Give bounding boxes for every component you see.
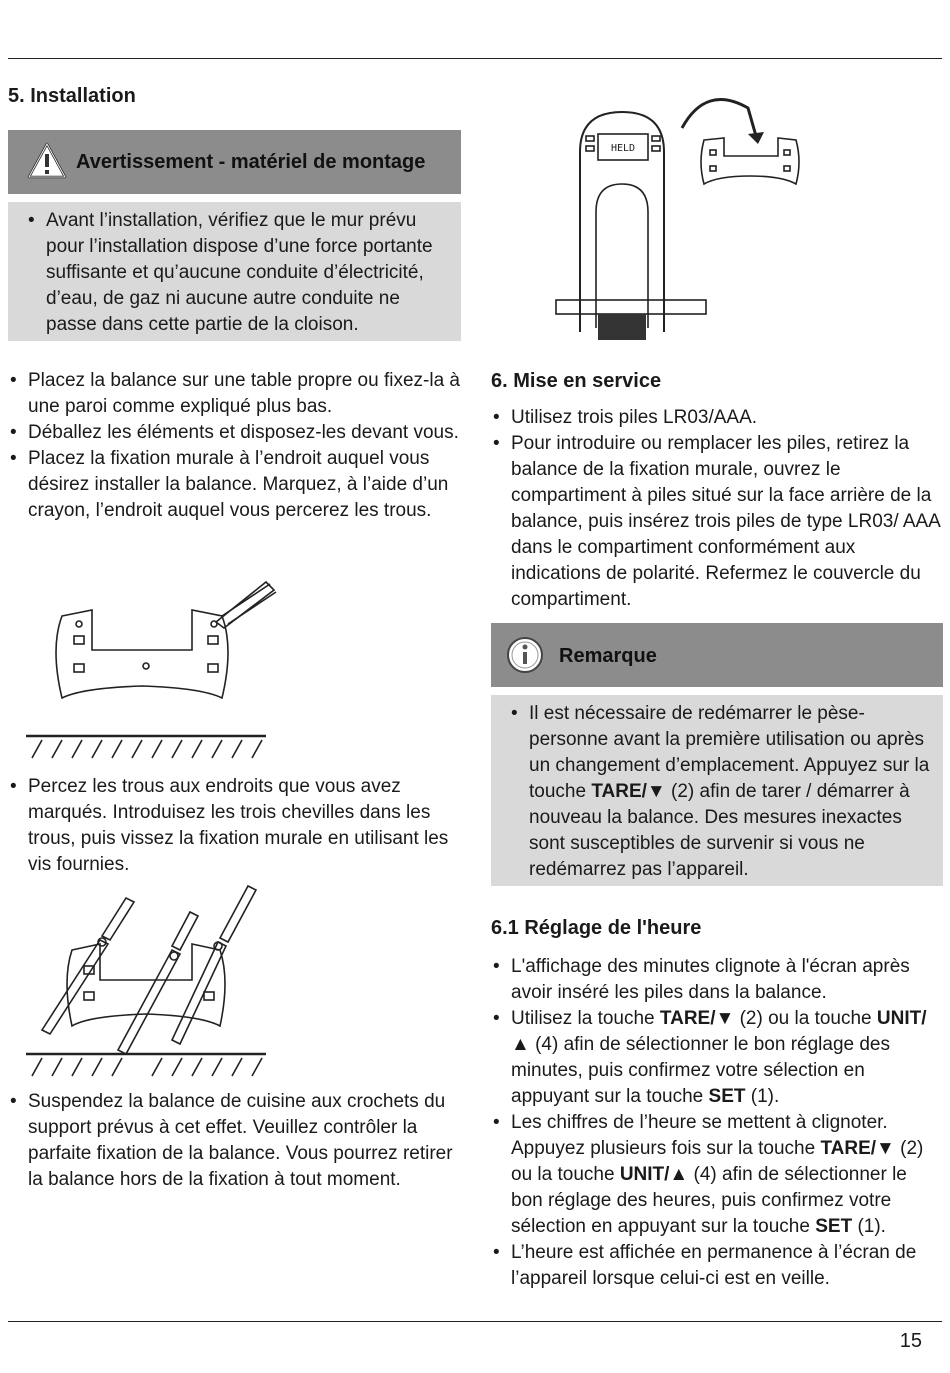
info-icon: [505, 635, 545, 675]
steps-list-a: [8, 368, 460, 524]
steps-list-b: [8, 774, 460, 878]
step-item: • Percez les trous aux endroits que vous avez marqués. Introduisez les trois chevilles dans les trous, puis vissez la fixation murale en utilisant les vis fournies.: [8, 774, 460, 878]
section-6-list: [491, 405, 941, 613]
warning-item: • Avant l’installation, vérifiez que le mur prévu pour l’installation dispose d’une force portante suffisante et qu’aucune conduite d’électricité, d’eau, de gaz ni aucune autre conduite ne passe dans cette partie de la cloison.: [26, 208, 452, 338]
key-set: SET: [708, 1086, 746, 1107]
warning-triangle-icon: [26, 141, 68, 181]
key-set: SET: [815, 1216, 853, 1237]
warning-body: [8, 202, 461, 341]
warning-title: Avertissement - matériel de montage: [76, 151, 426, 173]
key-unit: UNIT/▲: [511, 1008, 927, 1055]
note-header: [491, 623, 943, 687]
figure-wall-mount-marking: [22, 578, 282, 764]
key-tare: TARE/▼: [591, 781, 666, 802]
section-6-1-item: • L'affichage des minutes clignote à l'écran après avoir inséré les piles dans la balance.: [491, 954, 943, 1006]
steps-list-c: [8, 1089, 460, 1193]
page-number: 15: [899, 1330, 922, 1352]
bottom-rule: [8, 1321, 942, 1322]
note-list: [509, 701, 933, 883]
section-6-1-item: • Les chiffres de l’heure se mettent à clignoter. Appuyez plusieurs fois sur la touche TARE/▼ (2) ou la touche UNIT/▲ (4) afin de sélectionner le bon réglage des heures, puis confirmez votre sélection en appuyant sur la touche SET (1).: [491, 1110, 943, 1240]
note-text-pre: Il est nécessaire de redémarrer le pèse-personne avant la première utilisation ou après un changement d’emplacement. Appuyez sur la touche: [529, 703, 930, 802]
step-item: • Placez la balance sur une table propre ou fixez-la à une paroi comme expliqué plus bas.: [8, 368, 460, 420]
step-item: • Suspendez la balance de cuisine aux crochets du support prévus à cet effet. Veuillez contrôler la parfaite fixation de la balance. Vous pourrez retirer la balance hors de la fixation à tout moment.: [8, 1089, 460, 1193]
step-item: • Placez la fixation murale à l’endroit auquel vous désirez installer la balance. Marquez, à l’aide d’un crayon, l’endroit auquel vous percerez les trous.: [8, 446, 460, 524]
note-text-post: (2) afin de tarer / démarrer à nouveau la balance. Des mesures inexactes sont susceptibles de survenir si vous ne redémarrez pas l’appareil.: [529, 781, 910, 880]
note-item: [509, 701, 933, 883]
scale-display-text: HELD: [610, 143, 636, 154]
top-rule: [8, 58, 942, 59]
figure-scale-on-mount: [492, 92, 812, 354]
note-title: Remarque: [559, 645, 657, 667]
section-6-item: • Pour introduire ou remplacer les piles, retirez la balance de la fixation murale, ouvrez le compartiment à piles situé sur la face arrière de la balance, puis insérez trois piles de type LR03/ AAA dans le compartiment conformément aux indications de polarité. Refermez le couvercle du compartiment.: [491, 431, 941, 613]
section-6-title: 6. Mise en service: [491, 370, 662, 392]
key-tare: TARE/▼: [820, 1138, 895, 1159]
key-unit: UNIT/▲: [619, 1164, 689, 1185]
warning-list: [26, 208, 452, 338]
section-5-title: 5. Installation: [8, 85, 136, 107]
key-tare: TARE/▼: [659, 1008, 735, 1029]
step-item: • Déballez les éléments et disposez-les devant vous.: [8, 420, 460, 446]
section-6-1-list: [491, 954, 943, 1292]
section-6-1-item: • Utilisez la touche TARE/▼ (2) ou la touche UNIT/▲ (4) afin de sélectionner le bon réglage des minutes, puis confirmez votre sélection en appuyant sur la touche SET (1).: [491, 1006, 943, 1110]
figure-wall-mount-screwing: [22, 880, 282, 1080]
section-6-1-item: • L’heure est affichée en permanence à l’écran de l’appareil lorsque celui-ci est en veille.: [491, 1240, 943, 1292]
warning-header: [8, 130, 461, 194]
section-6-1-title: 6.1 Réglage de l'heure: [491, 917, 702, 939]
section-6-item: • Utilisez trois piles LR03/AAA.: [491, 405, 941, 431]
note-body: [491, 695, 943, 886]
